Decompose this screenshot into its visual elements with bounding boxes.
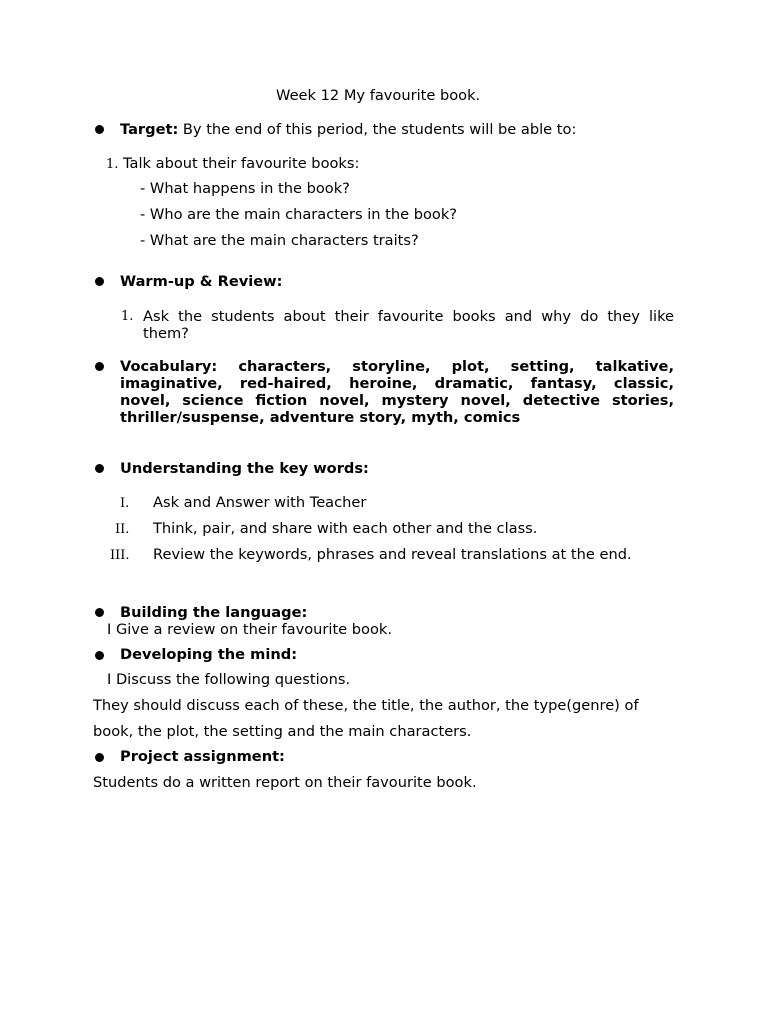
developing-text: I Discuss the following questions.: [107, 671, 351, 688]
warmup-item-text: Ask the students about their favourite books and why do they like them?: [143, 308, 674, 342]
vocabulary-line: thriller/suspense, adventure story, myth, comics: [120, 409, 521, 426]
bullet-icon: [95, 277, 104, 286]
bullet-icon: [95, 125, 104, 134]
roman-numeral: III.: [110, 548, 130, 563]
building-label: Building the language:: [120, 604, 308, 621]
target-section: [120, 121, 576, 139]
bullet-icon: [95, 651, 104, 660]
project-label: Project assignment:: [120, 748, 285, 765]
warmup-label: Warm-up & Review:: [120, 273, 283, 290]
keywords-item: Review the keywords, phrases and reveal translations at the end.: [153, 546, 632, 563]
vocabulary-block: [120, 358, 674, 426]
developing-label: Developing the mind:: [120, 646, 298, 663]
keywords-item: Ask and Answer with Teacher: [153, 494, 367, 511]
page-title: Week 12 My favourite book.: [276, 87, 481, 104]
bullet-icon: [95, 362, 104, 371]
list-number: 1.: [106, 157, 119, 172]
keywords-item: Think, pair, and share with each other and the class.: [153, 520, 538, 537]
target-item-text: Talk about their favourite books:: [123, 155, 360, 172]
vocabulary-line: novel, science fiction novel, mystery novel, detective stories,: [120, 392, 674, 409]
target-text: By the end of this period, the students will be able to:: [182, 121, 577, 138]
target-sub-item: - Who are the main characters in the book?: [140, 206, 458, 223]
building-text: I Give a review on their favourite book.: [107, 621, 393, 638]
bullet-icon: [95, 608, 104, 617]
developing-paragraph-line: book, the plot, the setting and the main characters.: [93, 723, 472, 740]
roman-numeral: I.: [120, 496, 130, 511]
roman-numeral: II.: [115, 522, 130, 537]
project-text: Students do a written report on their favourite book.: [93, 774, 477, 791]
target-sub-item: - What happens in the book?: [140, 180, 350, 197]
target-label: Target:: [120, 121, 179, 138]
bullet-icon: [95, 464, 104, 473]
bullet-icon: [95, 753, 104, 762]
developing-paragraph-line: They should discuss each of these, the title, the author, the type(genre) of: [93, 697, 639, 714]
vocabulary-line: imaginative, red-haired, heroine, dramatic, fantasy, classic,: [120, 375, 674, 392]
vocabulary-line: Vocabulary: characters, storyline, plot, setting, talkative,: [120, 358, 674, 375]
keywords-label: Understanding the key words:: [120, 460, 369, 477]
list-number: 1.: [121, 309, 134, 324]
target-item: [106, 155, 359, 174]
target-sub-item: - What are the main characters traits?: [140, 232, 419, 249]
